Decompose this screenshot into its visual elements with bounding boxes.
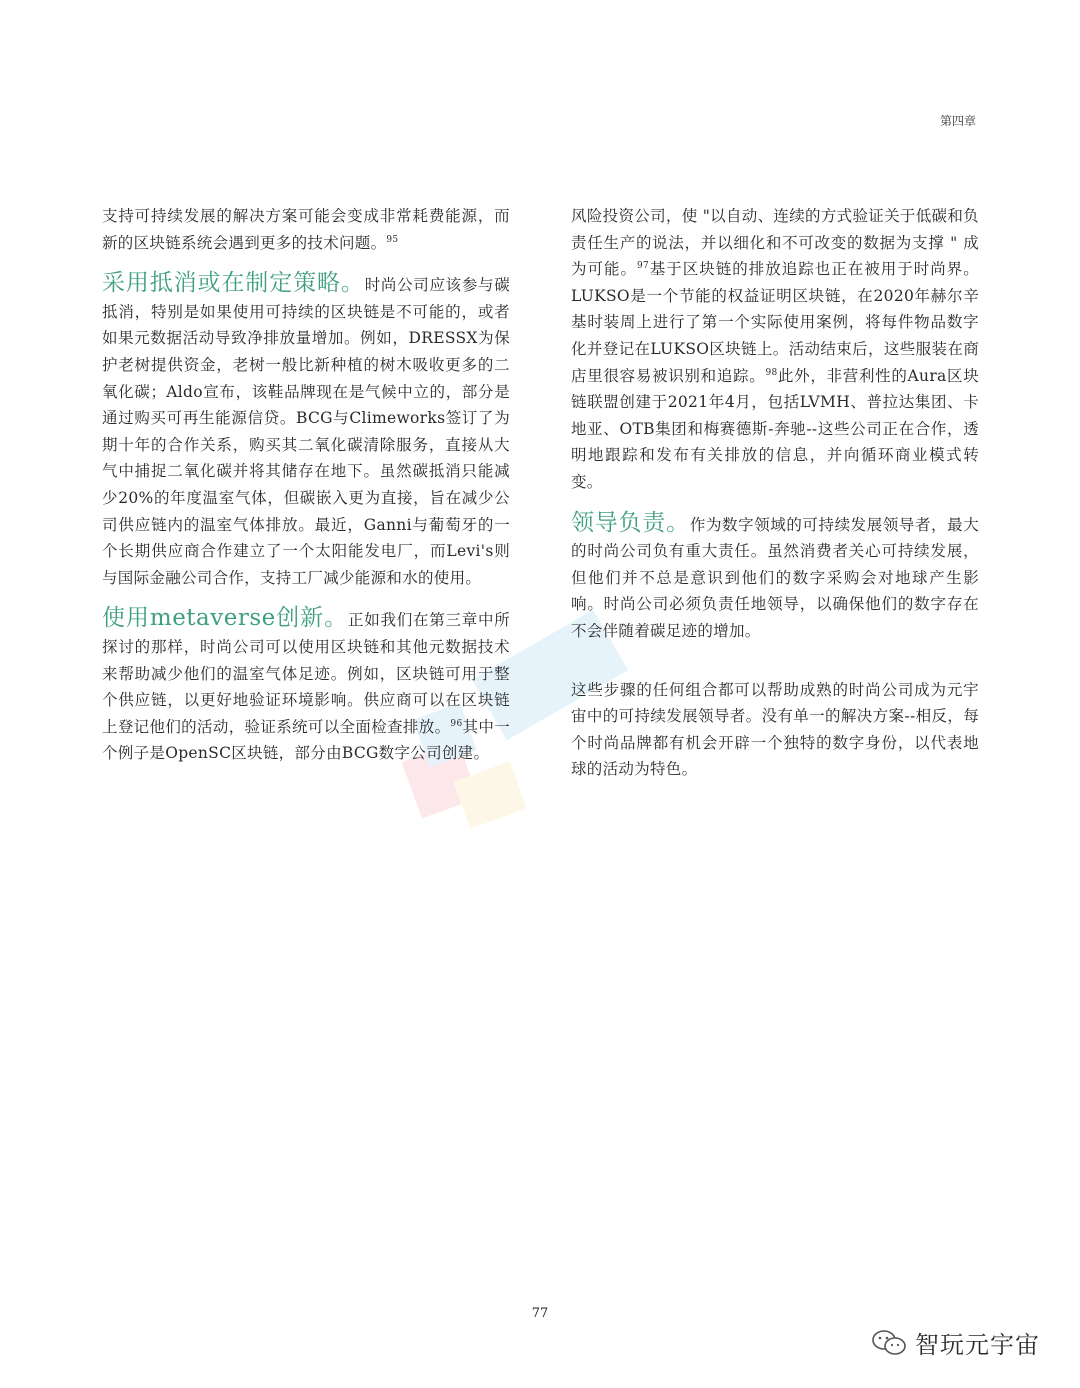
continued-text-a: 风险投资公司，使 "以自动、连续的方式验证关于低碳和负责任生产的说法，并以细化和不可改变的数据为支撑 " 成为可能。 — [571, 207, 979, 279]
continued-text-b: 基于区块链的排放追踪也正在被用于时尚界。LUKSO是一个节能的权益证明区块链，在2020年赫尔辛基时装周上进行了第一个实际使用案例，将每件物品数字化并登记在LUKSO区块链上。活动结束后，这些服装在商店里很容易被识别和追踪。 — [571, 260, 979, 385]
section-lead-paragraph — [571, 510, 979, 645]
continued-paragraph — [571, 203, 979, 496]
brand-name: 智玩元宇宙 — [915, 1331, 1040, 1359]
section-heading-lead: 领导负责。 — [571, 509, 690, 536]
section-body-offset: 时尚公司应该参与碳抵消，特别是如果使用可持续的区块链是不可能的，或者如果元数据活动导致净排放量增加。例如，DRESSX为保护老树提供资金，老树一般比新种植的树木吸收更多的二氧化碳；Aldo宣布，该鞋品牌现在是气候中立的，部分是通过购买可再生能源信贷。BCG与Climeworks签订了为期十年的合作关系，购买其二氧化碳清除服务，直接从大气中捕捉二氧化碳并将其储存在地下。虽然碳抵消只能减少20%的年度温室气体，但碳嵌入更为直接，旨在减少公司供应链内的温室气体排放。最近，Ganni与葡萄牙的一个长期供应商合作建立了一个太阳能发电厂，而Levi's则与国际金融公司合作，支持工厂减少能源和水的使用。 — [102, 276, 511, 587]
footnote-ref: 98 — [765, 367, 778, 378]
section-body-metaverse-a: 正如我们在第三章中所探讨的那样，时尚公司可以使用区块链和其他元数据技术来帮助减少他们的温室气体足迹。例如，区块链可用于整个供应链，以更好地验证环境影响。供应商可以在区块链上登记他们的活动，验证系统可以全面检查排放。 — [102, 611, 510, 736]
left-column — [102, 203, 510, 767]
chapter-label: 第四章 — [939, 114, 976, 128]
intro-paragraph — [102, 203, 510, 256]
page-number: 77 — [531, 1306, 549, 1321]
section-offset-paragraph — [102, 270, 510, 591]
brand-watermark — [871, 1325, 1040, 1360]
section-body-lead: 作为数字领域的可持续发展领导者，最大的时尚公司负有重大责任。虽然消费者关心可持续发展，但他们并不总是意识到他们的数字采购会对地球产生影响。时尚公司必须负责任地领导，以确保他们的数字存在不会伴随着碳足迹的增加。 — [571, 515, 980, 640]
right-column — [571, 203, 979, 783]
closing-paragraph: 这些步骤的任何组合都可以帮助成熟的时尚公司成为元宇宙中的可持续发展领导者。没有单一的解决方案--相反，每个时尚品牌都有机会开辟一个独特的数字身份，以代表地球的活动为特色。 — [571, 680, 979, 779]
footnote-ref: 95 — [386, 234, 399, 245]
continued-text-c: 此外，非营利性的Aura区块链联盟创建于2021年4月，包括LVMH、普拉达集团、卡地亚、OTB集团和梅赛德斯-奔驰--这些公司正在合作，透明地跟踪和发布有关排放的信息，并向循环商业模式转变。 — [571, 366, 979, 491]
section-body-metaverse-b: 其中一个例子是OpenSC区块链，部分由BCG数字公司创建。 — [102, 717, 510, 763]
footnote-ref: 97 — [637, 261, 650, 272]
intro-text: 支持可持续发展的解决方案可能会变成非常耗费能源，而新的区块链系统会遇到更多的技术问题。 — [102, 207, 510, 252]
section-heading-metaverse: 使用metaverse创新。 — [102, 605, 349, 632]
footnote-ref: 96 — [450, 718, 463, 729]
section-heading-offset: 采用抵消或在制定策略。 — [102, 270, 365, 297]
chat-bubbles-icon — [871, 1328, 907, 1358]
section-metaverse-paragraph — [102, 605, 510, 767]
